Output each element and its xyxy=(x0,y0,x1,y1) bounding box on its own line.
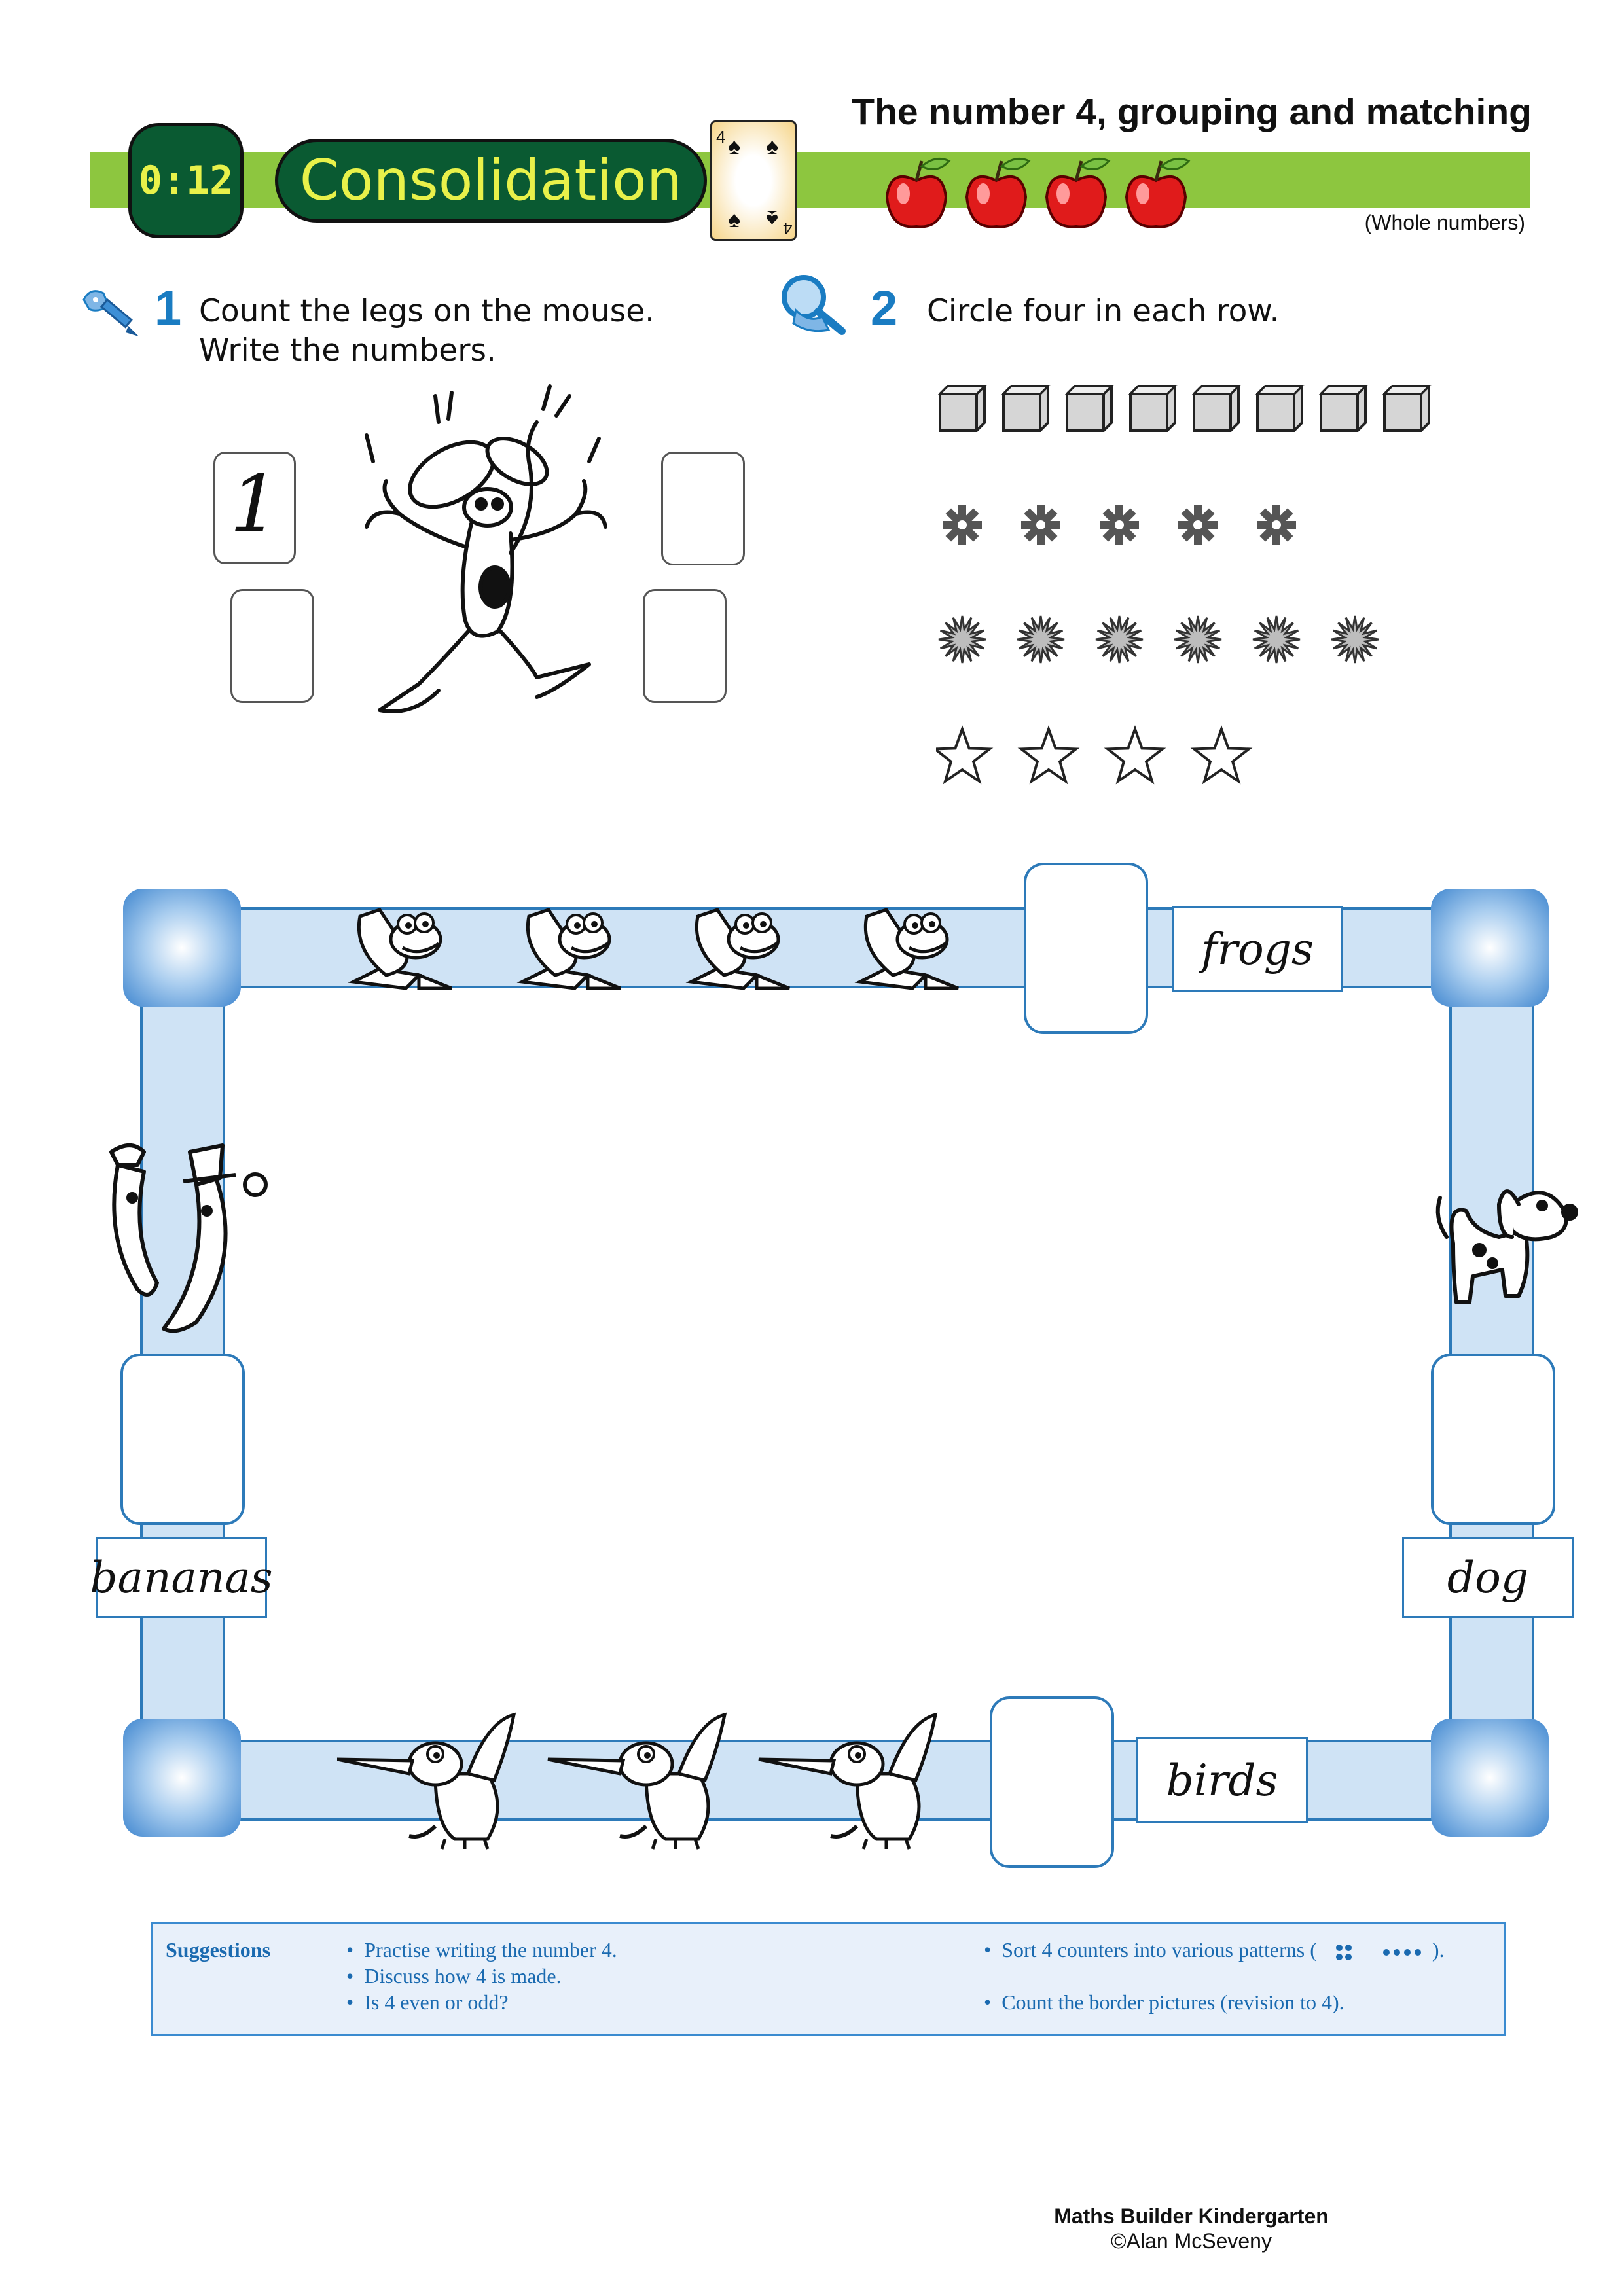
cube-shape[interactable] xyxy=(1194,386,1238,431)
spade-icon: ♠ xyxy=(728,206,741,232)
suggestion-left-3: • Is 4 even or odd? xyxy=(346,1990,509,2014)
topic-title: The number 4, grouping and matching xyxy=(852,91,1532,133)
apple-icon xyxy=(967,158,1029,226)
mouse-illustration xyxy=(340,383,615,776)
cube-shape[interactable] xyxy=(1130,386,1175,431)
section-title: Consolidation xyxy=(275,139,707,223)
bird-picture xyxy=(337,1715,514,1849)
birds-label: birds xyxy=(1136,1737,1308,1823)
star-shape[interactable] xyxy=(1021,729,1076,781)
suggestions-box xyxy=(151,1922,1506,2036)
card-rank-bottom: 4 xyxy=(783,219,793,238)
frame-corner-bottom-left xyxy=(123,1719,241,1837)
question-2-text: Circle four in each row. xyxy=(927,293,1280,329)
leg-count-answer: 1 xyxy=(229,459,280,550)
burst-shape[interactable] xyxy=(1017,616,1064,663)
apples-group xyxy=(884,154,1211,240)
bird-picture xyxy=(548,1715,725,1849)
playing-card-four xyxy=(710,120,797,241)
copyright: ©Alan McSeveny xyxy=(1111,2229,1272,2253)
spade-icon: ♠ xyxy=(766,206,779,233)
question-1-text-line1: Count the legs on the mouse. xyxy=(199,293,655,329)
leg-count-box-2[interactable] xyxy=(230,589,314,703)
burst-row[interactable] xyxy=(939,616,1379,663)
apple-icon xyxy=(887,158,949,226)
cube-shape[interactable] xyxy=(1257,386,1302,431)
bird-picture xyxy=(759,1715,935,1849)
question-number-2: 2 xyxy=(871,281,898,335)
cube-row[interactable] xyxy=(940,386,1429,431)
frame-corner-bottom-right xyxy=(1431,1719,1549,1837)
burst-shape[interactable] xyxy=(1331,616,1379,663)
magnifier-icon xyxy=(776,271,855,336)
frogs-label: frogs xyxy=(1172,906,1343,992)
suggestion-left-1: • Practise writing the number 4. xyxy=(346,1938,617,1962)
frame-corner-top-left xyxy=(123,889,241,1007)
birds-pictures xyxy=(337,1708,965,1852)
counter-patterns-icon xyxy=(1334,1943,1432,1962)
cube-shape[interactable] xyxy=(1384,386,1429,431)
suggestion-right-1: • Sort 4 counters into various patterns ( ). xyxy=(984,1938,1445,1962)
burst-shape[interactable] xyxy=(1174,616,1221,663)
star-row[interactable] xyxy=(936,729,1249,781)
asterisk-shape[interactable] xyxy=(1021,505,1060,545)
cube-shape[interactable] xyxy=(1067,386,1111,431)
card-rank-top: 4 xyxy=(716,127,726,147)
birds-count-box[interactable] xyxy=(990,1696,1114,1868)
apple-icon xyxy=(1047,158,1109,226)
bananas-picture xyxy=(92,1126,275,1348)
pencil-icon xyxy=(77,280,147,339)
lesson-code-badge: 0:12 xyxy=(128,123,244,238)
leg-count-box-3[interactable] xyxy=(661,452,745,565)
frame-corner-top-right xyxy=(1431,889,1549,1007)
shape-rows xyxy=(936,380,1512,798)
suggestions-heading: Suggestions xyxy=(166,1938,271,1962)
spade-icon: ♠ xyxy=(766,132,779,159)
bananas-label: bananas xyxy=(96,1537,267,1618)
suggestion-left-2: • Discuss how 4 is made. xyxy=(346,1964,562,1988)
frog-picture xyxy=(353,910,452,988)
frog-picture xyxy=(860,910,958,988)
star-shape[interactable] xyxy=(1108,729,1163,781)
asterisk-shape[interactable] xyxy=(1257,505,1296,545)
question-number-1: 1 xyxy=(154,281,182,335)
leg-count-box-1[interactable] xyxy=(213,452,296,564)
star-shape[interactable] xyxy=(936,729,990,781)
question-1-text-line2: Write the numbers. xyxy=(199,332,496,368)
apple-icon xyxy=(1127,158,1189,226)
burst-shape[interactable] xyxy=(939,616,986,663)
frog-picture xyxy=(691,910,789,988)
frogs-pictures xyxy=(340,890,1021,995)
star-shape[interactable] xyxy=(1194,729,1249,781)
book-title: Maths Builder Kindergarten xyxy=(1054,2204,1329,2228)
strand-label: (Whole numbers) xyxy=(1364,211,1525,234)
spade-icon: ♠ xyxy=(728,132,741,159)
cube-shape[interactable] xyxy=(1003,386,1048,431)
dog-label: dog xyxy=(1402,1537,1574,1618)
suggestion-right-2: • Count the border pictures (revision to 4). xyxy=(984,1990,1344,2014)
frogs-count-box[interactable] xyxy=(1024,863,1148,1034)
cube-shape[interactable] xyxy=(940,386,984,431)
asterisk-shape[interactable] xyxy=(1100,505,1139,545)
leg-count-box-4[interactable] xyxy=(643,589,727,703)
asterisk-shape[interactable] xyxy=(943,505,982,545)
dog-count-box[interactable] xyxy=(1431,1354,1555,1525)
bananas-count-box[interactable] xyxy=(120,1354,245,1525)
asterisk-row[interactable] xyxy=(943,505,1296,545)
burst-shape[interactable] xyxy=(1253,616,1300,663)
frog-picture xyxy=(522,910,621,988)
dog-picture xyxy=(1427,1165,1584,1322)
asterisk-shape[interactable] xyxy=(1178,505,1218,545)
burst-shape[interactable] xyxy=(1096,616,1143,663)
cube-shape[interactable] xyxy=(1321,386,1365,431)
